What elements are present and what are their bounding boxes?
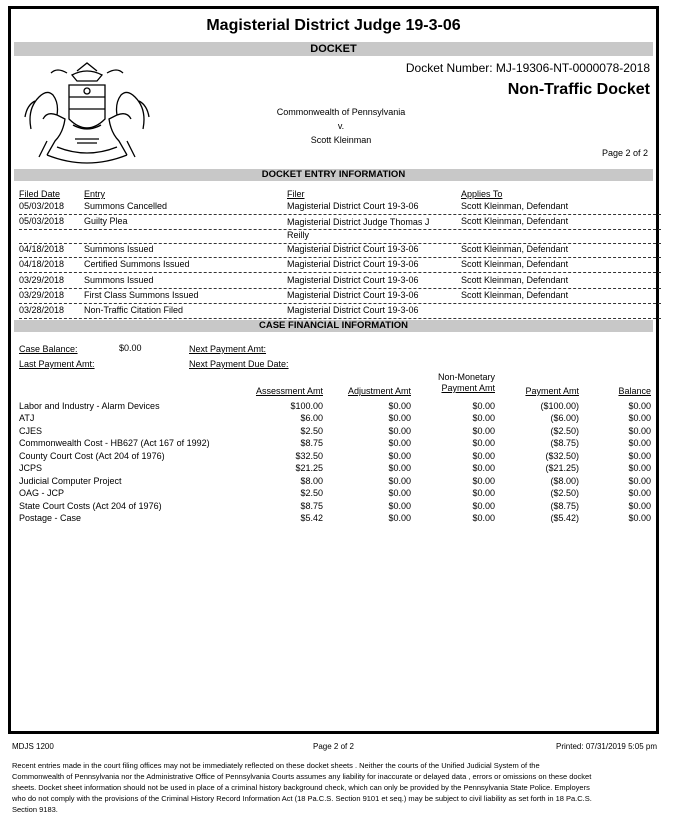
financial-section-title: CASE FINANCIAL INFORMATION: [14, 320, 653, 332]
printed-timestamp: Printed: 07/31/2019 5:05 pm: [556, 742, 657, 751]
col-entry: Entry: [84, 189, 106, 199]
col-non-monetary: Non-Monetary: [437, 372, 495, 382]
docket-bar: DOCKET: [14, 42, 653, 56]
table-row: 04/18/2018 Summons Issued Magisterial District Court 19-3-06 Scott Kleinman, Defendant: [19, 244, 661, 256]
table-row: 03/29/2018 Summons Issued Magisterial District Court 19-3-06 Scott Kleinman, Defendant: [19, 275, 661, 287]
form-id: MDJS 1200: [12, 742, 54, 751]
table-row: 05/03/2018 Guilty Plea Magisterial District Judge Thomas J Reilly Scott Kleinman, Defendant: [19, 216, 661, 242]
table-row: 05/03/2018 Summons Cancelled Magisterial District Court 19-3-06 Scott Kleinman, Defendant: [19, 201, 661, 213]
next-payment-due-label: Next Payment Due Date:: [189, 359, 289, 369]
page-indicator: Page 2 of 2: [601, 148, 648, 158]
col-non-monetary-payment-amt: Payment Amt: [441, 383, 495, 393]
last-payment-amt-label: Last Payment Amt:: [19, 359, 95, 369]
caption-defendant: Scott Kleinman: [310, 135, 372, 145]
table-row: 03/29/2018 First Class Summons Issued Magisterial District Court 19-3-06 Scott Kleinman, Defendant: [19, 290, 661, 302]
table-row: 03/28/2018 Non-Traffic Citation Filed Magisterial District Court 19-3-06: [19, 305, 661, 317]
next-payment-amt-label: Next Payment Amt:: [189, 344, 267, 354]
docket-entry-section-title: DOCKET ENTRY INFORMATION: [14, 169, 653, 181]
docket-kind: Non-Traffic Docket: [507, 81, 650, 98]
footer-page: Page 2 of 2: [313, 742, 354, 751]
caption-versus: v.: [337, 121, 345, 131]
docket-number: Docket Number: MJ-19306-NT-0000078-2018: [405, 61, 650, 75]
caption-plaintiff: Commonwealth of Pennsylvania: [276, 107, 406, 117]
case-balance-label: Case Balance:: [19, 344, 78, 354]
case-balance-value: $0.00: [119, 343, 142, 353]
col-filer: Filer: [287, 189, 305, 199]
court-title: Magisterial District Judge 19-3-06: [206, 17, 461, 34]
docket-frame: Magisterial District Judge 19-3-06 DOCKET Docket Number: MJ-19306-NT-0000078-2018 Non-Traffic Docket Commonwealth of Pennsylvania v. Scott Kleinman Page 2 of 2 DOCKET ENTRY INFORMATION Filed Date Entry Filer Applies To 05/03/2018 Summons Cancelled Magisterial District Court 19-3-06 Scott Kleinman, Defendant 05/03/2018 Guilty Plea Magisterial District Judge Thomas J Reilly Scott Kleinman, Defendant 04/18/2018 Summons Issued Magisterial District Court 19-3-06 Scott Kleinman, Defendant 04/18/2018 Certified Summons Issued Magisterial District Court 19-3-06 Scott Kleinman, Defendant 03/29/2018 Summons Issued Magisterial District Court 19-3-06 Scott Kleinman, Defendant 03/29/2018 First Class Summons Issued Magisterial District Court 19-3-06 Scott Kleinman, Defendant 03/28/2018 Non-Traffic Citation Filed Magisterial District Court 19-3-06 CASE FINANCIAL INFORMATION Case Balance: $0.00 Next Payment Amt: Last Payment Amt: Next Payment Due Date: Assessment Amt Adjustment Amt Non-Monetary Payment Amt Payment Amt Balance Labor and Industry - Alarm Devices $100.00 $0.00 $0.00 ($100.00) $0.00 ATJ $6.00 $0.00 $0.00 ($6.00) $0.00 CJES $2.50 $0.00 $0.00 ($2.50) $0.00 Commonwealth Cost - HB627 (Act 167 of 1992) $8.75 $0.00 $0.00 ($8.75) $0.00 County Court Cost (Act 204 of 1976) $32.50 $0.00 $0.00 ($32.50) $0.00 JCPS $21.25 $0.00 $0.00 ($21.25) $0.00 Judicial Computer Project $8.00 $0.00 $0.00 ($8.00) $0.00 OAG - JCP $2.50 $0.00 $0.00 ($2.50) $0.00 State Court Costs (Act 204 of 1976) $8.75 $0.00 $0.00 ($8.75) $0.00 Postage - Case $5.42 $0.00 $0.00 ($5.42) $0.00: [8, 6, 659, 734]
col-adjustment-amt: Adjustment Amt: [347, 386, 411, 396]
disclaimer: Recent entries made in the court filing offices may not be immediately reflected on these docket sheets . Neither the courts of the Unified Judicial System of the Commonwealth of Pennsylvania nor the Administrative Office of Pennsylvania Courts assumes any liability for inaccurate or delayed data , errors or omissions on these docket sheets. Docket sheet information should not be used in place of a criminal history background check, which can only be provided by the Pennsylvania State Police. Employers who do not comply with the provisions of the Criminal History Record Information Act (18 Pa.C.S. Section 9101 et seq.) may be subject to civil liability as set forth in 18 Pa.C.S. Section 9183.: [12, 761, 592, 814]
col-filed-date: Filed Date: [19, 189, 61, 199]
col-applies-to: Applies To: [461, 189, 503, 199]
col-balance: Balance: [618, 386, 651, 396]
col-assessment-amt: Assessment Amt: [255, 386, 323, 396]
col-payment-amt: Payment Amt: [525, 386, 579, 396]
pennsylvania-seal-icon: [17, 59, 157, 171]
table-row: 04/18/2018 Certified Summons Issued Magisterial District Court 19-3-06 Scott Kleinman, Defendant: [19, 259, 661, 271]
